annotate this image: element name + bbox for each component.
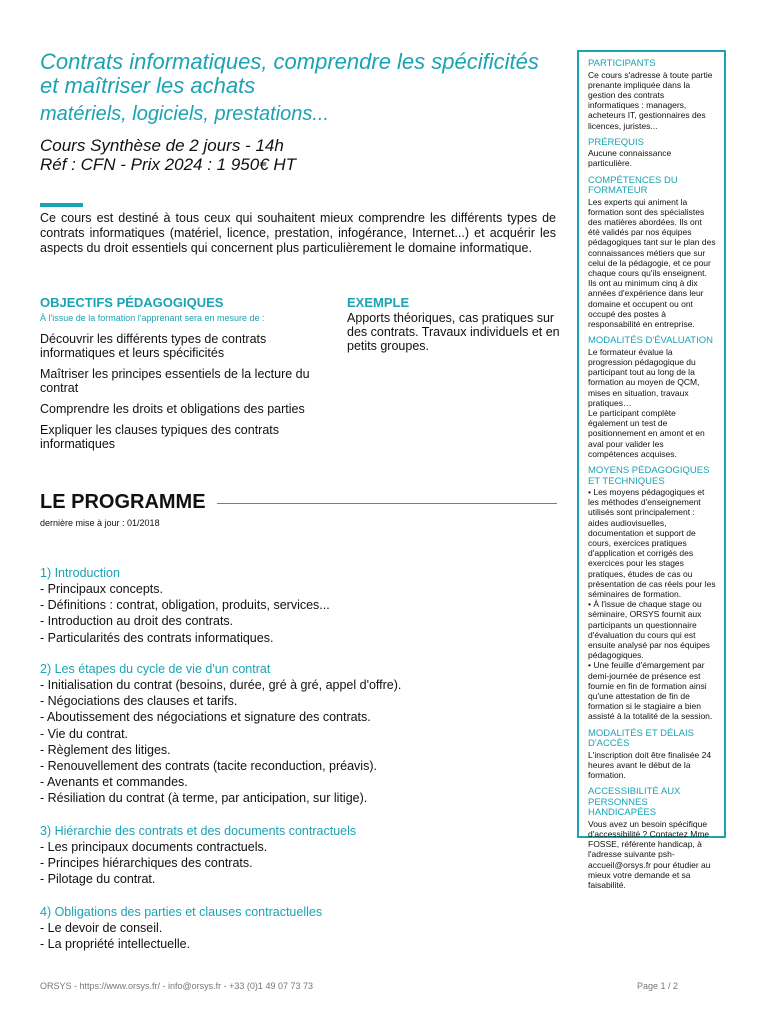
page-number: Page 1 / 2 [637, 981, 679, 991]
example-heading: EXEMPLE [347, 295, 410, 310]
page-title: Contrats informatiques, comprendre les spécificités et maîtriser les achats [40, 49, 539, 98]
section-title: 1) Introduction [40, 566, 120, 580]
section-title: 4) Obligations des parties et clauses contractuelles [40, 905, 323, 919]
programme-section [40, 824, 560, 888]
list-item: - Les principaux documents contractuels. [40, 840, 268, 854]
list-item: - La propriété intellectuelle. [40, 937, 191, 952]
example-text: Apports théoriques, cas pratiques sur des contrats. Travaux individuels et en petits groupes. [347, 311, 560, 353]
course-duration: Cours Synthèse de 2 jours - 14h [40, 136, 284, 155]
sidebar-access [588, 729, 716, 781]
sidebar-prerequisites [588, 138, 716, 169]
intro-paragraph: Ce cours est destiné à tous ceux qui souhaitent mieux comprendre les différents types de contrats informatiques (matériel, licence, prestation, infogérance, Internet...) et acquérir les aspects du droit essentiels qui concernent plus particulièrement le domaine informatique. [40, 211, 556, 255]
list-item: - Introduction au droit des contrats. [40, 614, 234, 629]
sidebar-heading: ACCESSIBILITÉ AUX PERSONNES HANDICAPÉES [588, 786, 681, 819]
sidebar-participants [588, 59, 716, 131]
sidebar-text: Les experts qui animent la formation sont des spécialistes des matières abordées. Ils ont été validés par nos équipes pédagogiques tant sur le plan des connaissances métiers que sur celui de la pédagogie, et ce pour chaque cours qu'ils enseignent. Ils ont au minimum cinq à dix années d'expérience dans leur domaine et occupent ou ont occupé des postes à responsabilité en entreprise. [588, 196, 716, 330]
list-item: - Avenants et commandes. [40, 775, 188, 790]
last-update: dernière mise à jour : 01/2018 [40, 518, 160, 528]
objective-item: Maîtriser les principes essentiels de la lecture du contrat [40, 367, 310, 395]
list-item: - Négociations des clauses et tarifs. [40, 694, 238, 709]
list-item: - Aboutissement des négociations et signature des contrats. [40, 710, 371, 725]
info-sidebar [577, 50, 726, 890]
list-item: - Initialisation du contrat (besoins, durée, gré à gré, appel d'offre). [40, 678, 402, 692]
list-item: - Principes hiérarchiques des contrats. [40, 856, 253, 871]
objective-item: Découvrir les différents types de contrats informatiques et leurs spécificités [40, 332, 267, 360]
page-subtitle: matériels, logiciels, prestations... [40, 103, 330, 125]
list-item: - Vie du contrat. [40, 726, 129, 741]
objectives-heading: OBJECTIFS PÉDAGOGIQUES [40, 295, 224, 310]
list-item: - Particularités des contrats informatiques. [40, 630, 274, 645]
sidebar-heading: PARTICIPANTS [588, 58, 656, 69]
sidebar-text: • Les moyens pédagogiques et les méthodes d'enseignement utilisés sont principalement : aides audiovisuelles, documentation et support de cours, exercices pratiques d'application et corrigés des exercices pour les stages pratiques, études de cas ou présentation de cas réels pour les séminaires de formation. • À l'issue de chaque stage ou séminaire, ORSYS fournit aux participants un questionnaire d'évaluation du cours qui est ensuite analysé par nos équipes pédagogiques. • Une feuille d'émargement par demi-journée de présence est fournie en fin de formation ainsi qu'une attestation de fin de formation si le stagiaire a bien assisté à la totalité de la session. [588, 487, 716, 722]
list-item: - Le devoir de conseil. [40, 921, 163, 935]
sidebar-trainer-skills [588, 176, 716, 330]
programme-rule [217, 503, 557, 504]
list-item: - Règlement des litiges. [40, 742, 171, 757]
sidebar-heading: MODALITÉS ET DÉLAIS D'ACCÈS [588, 727, 694, 750]
footer-contact: ORSYS - https://www.orsys.fr/ - info@orsys.fr - +33 (0)1 49 07 73 73 [40, 981, 313, 991]
sidebar-heading: PRÉREQUIS [588, 136, 644, 148]
sidebar-teaching-resources [588, 466, 716, 722]
objectives-list [40, 332, 330, 458]
programme-section [40, 662, 560, 807]
section-title: 3) Hiérarchie des contrats et des documents contractuels [40, 824, 357, 838]
sidebar-text: Le formateur évalue la progression pédagogique du participant tout au long de la formation au moyen de QCM, mises en situation, travaux pratiques… Le participant complète également un test de positionnement en amont et en aval pour valider les compétences acquises. [588, 346, 705, 459]
sidebar-accessibility [588, 787, 716, 890]
sidebar-text: L'inscription doit être finalisée 24 heures avant le début de la formation. [588, 749, 712, 781]
sidebar-text: Ce cours s'adresse à toute partie prenante impliquée dans la gestion des contrats informatiques : managers, acheteurs IT, gestionnaires des licences, juristes... [588, 69, 713, 131]
course-reference-price: Réf : CFN - Prix 2024 : 1 950€ HT [40, 155, 297, 174]
list-item: - Résiliation du contrat (à terme, par anticipation, sur litige). [40, 791, 368, 806]
programme-section [40, 905, 560, 952]
list-item: - Renouvellement des contrats (tacite reconduction, préavis). [40, 759, 377, 774]
sidebar-text: Vous avez un besoin spécifique d'accessibilité ? Contactez Mme FOSSE, référente handicap, à l'adresse suivante psh-accueil@orsys.fr pour étudier au mieux votre demande et sa faisabilité. [588, 818, 711, 890]
list-item: - Pilotage du contrat. [40, 872, 156, 887]
sidebar-text: Aucune connaissance particulière. [588, 148, 672, 169]
accent-divider [40, 203, 83, 207]
objective-item: Expliquer les clauses typiques des contrats informatiques [40, 423, 280, 451]
programme-heading: LE PROGRAMME [40, 491, 206, 513]
sidebar-heading: MOYENS PÉDAGOGIQUES ET TECHNIQUES [588, 465, 710, 487]
list-item: - Principaux concepts. [40, 582, 163, 596]
objective-item: Comprendre les droits et obligations des parties [40, 402, 305, 416]
section-title: 2) Les étapes du cycle de vie d'un contrat [40, 662, 271, 676]
list-item: - Définitions : contrat, obligation, produits, services... [40, 598, 330, 613]
objectives-subheading: À l'issue de la formation l'apprenant sera en mesure de : [40, 313, 265, 323]
programme-section [40, 566, 560, 646]
sidebar-heading: MODALITÉS D'ÉVALUATION [588, 335, 713, 347]
sidebar-heading: COMPÉTENCES DU FORMATEUR [588, 174, 678, 197]
sidebar-evaluation [588, 336, 716, 459]
